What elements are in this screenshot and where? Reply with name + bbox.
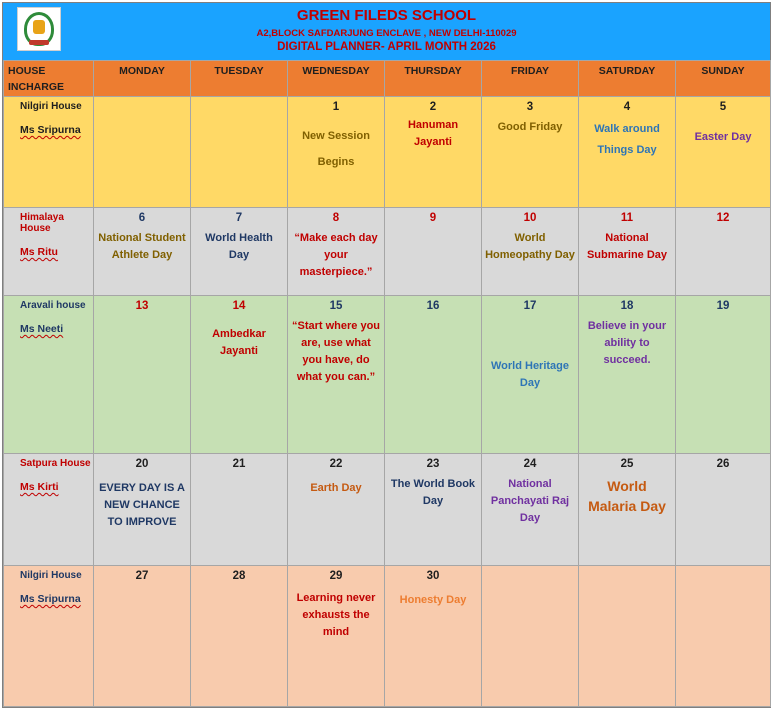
day-header-tuesday: TUESDAY [191, 61, 288, 97]
day-number: 3 [526, 101, 534, 113]
day-cell[interactable] [288, 566, 385, 707]
day-number: 25 [620, 458, 634, 470]
day-cell[interactable] [676, 566, 771, 707]
event-text: World Homeopathy Day [485, 232, 575, 261]
day-cell[interactable] [385, 208, 482, 296]
incharge-name: Ms Kirti [20, 481, 59, 493]
day-number: 26 [716, 458, 730, 470]
house-incharge-header: HOUSE INCHARGE [4, 61, 94, 97]
event-text: Ambedkar Jayanti [212, 328, 266, 357]
event-text: National Panchayati Raj Day [490, 478, 570, 524]
day-number: 30 [426, 570, 440, 582]
house-name: Satpura House [20, 458, 91, 469]
event-text: Walk around Things Day [594, 123, 660, 156]
school-address: A2,BLOCK SAFDARJUNG ENCLAVE , NEW DELHI-110029 [256, 28, 517, 39]
day-cell[interactable] [288, 454, 385, 566]
event-text: Learning never exhausts the mind [296, 592, 376, 638]
day-number: 12 [716, 212, 730, 224]
day-cell[interactable] [579, 296, 676, 454]
day-number: 16 [426, 300, 440, 312]
house-cell [4, 296, 94, 454]
day-cell[interactable] [191, 97, 288, 208]
event-text: World Health Day [205, 232, 273, 261]
event-text: Believe in your ability to succeed. [587, 320, 667, 366]
planner-sheet [2, 2, 771, 708]
day-number: 6 [138, 212, 146, 224]
event-text [579, 570, 675, 576]
day-cell[interactable] [482, 454, 579, 566]
event-text [676, 470, 770, 476]
house-cell [4, 566, 94, 707]
day-header-monday: MONDAY [94, 61, 191, 97]
day-cell[interactable] [94, 454, 191, 566]
day-number: 8 [332, 212, 340, 224]
week-row [4, 97, 771, 208]
day-number: 10 [523, 212, 537, 224]
event-text [94, 312, 190, 318]
day-number: 22 [329, 458, 343, 470]
day-number: 9 [429, 212, 437, 224]
event-text [676, 224, 770, 230]
day-cell[interactable] [385, 97, 482, 208]
event-text: New Session Begins [302, 130, 370, 168]
event-text: World Malaria Day [588, 478, 666, 514]
event-text [482, 570, 578, 576]
day-cell[interactable] [94, 296, 191, 454]
day-number: 20 [135, 458, 149, 470]
day-cell[interactable] [676, 296, 771, 454]
day-header-saturday: SATURDAY [579, 61, 676, 97]
house-cell [4, 208, 94, 296]
incharge-name: Ms Sripurna [20, 124, 81, 136]
day-cell[interactable] [94, 208, 191, 296]
day-number: 4 [623, 101, 631, 113]
event-text: National Submarine Day [586, 232, 668, 261]
event-text [676, 570, 770, 576]
event-text [385, 312, 481, 318]
header-row [4, 61, 771, 97]
day-header-sunday: SUNDAY [676, 61, 771, 97]
event-text [191, 470, 287, 480]
event-text [191, 582, 287, 588]
event-text: National Student Athlete Day [98, 232, 186, 261]
week-row [4, 454, 771, 566]
incharge-name: Ms Neeti [20, 323, 64, 335]
day-cell[interactable] [191, 208, 288, 296]
calendar-table [3, 60, 771, 707]
event-text: “Start where you are, use what you have, do what you can.” [291, 320, 381, 383]
day-number: 21 [232, 458, 246, 470]
incharge-name: Ms Sripurna [20, 593, 81, 605]
day-cell[interactable] [482, 97, 579, 208]
event-text: The World Book Day [390, 478, 476, 507]
day-number: 5 [719, 101, 727, 113]
house-cell [4, 97, 94, 208]
planner-title: DIGITAL PLANNER- APRIL MONTH 2026 [277, 41, 496, 53]
school-name: GREEN FILEDS SCHOOL [296, 7, 477, 24]
day-cell[interactable] [288, 208, 385, 296]
day-number: 2 [429, 101, 437, 113]
event-text: Honesty Day [399, 594, 467, 606]
day-cell[interactable] [191, 566, 288, 707]
day-cell[interactable] [385, 454, 482, 566]
day-number: 15 [329, 300, 343, 312]
event-text: Hanuman Jayanti [407, 119, 459, 148]
day-cell[interactable] [385, 566, 482, 707]
day-cell[interactable] [94, 566, 191, 707]
day-number: 7 [235, 212, 243, 224]
day-number: 14 [232, 300, 246, 312]
day-cell[interactable] [676, 208, 771, 296]
day-number: 11 [620, 212, 634, 224]
day-number: 17 [523, 300, 537, 312]
day-header-thursday: THURSDAY [385, 61, 482, 97]
day-cell[interactable] [191, 454, 288, 566]
day-number: 29 [329, 570, 343, 582]
day-number: 13 [135, 300, 149, 312]
house-name: Nilgiri House [20, 570, 82, 581]
day-cell[interactable] [288, 296, 385, 454]
incharge-name: Ms Ritu [20, 246, 58, 258]
day-cell[interactable] [482, 208, 579, 296]
event-text [676, 312, 770, 318]
event-text: Good Friday [497, 121, 563, 133]
event-text: Easter Day [694, 131, 752, 143]
event-text: World Heritage Day [490, 360, 570, 389]
event-text: Earth Day [310, 482, 362, 494]
week-row [4, 566, 771, 707]
day-cell[interactable] [676, 97, 771, 208]
week-row [4, 208, 771, 296]
day-cell[interactable] [676, 454, 771, 566]
day-cell[interactable] [579, 454, 676, 566]
school-header [3, 3, 770, 60]
day-number: 27 [135, 570, 149, 582]
day-header-friday: FRIDAY [482, 61, 579, 97]
event-text [94, 582, 190, 588]
day-number: 19 [716, 300, 730, 312]
day-header-wednesday: WEDNESDAY [288, 61, 385, 97]
event-text: EVERY DAY IS A NEW CHANCE TO IMPROVE [99, 482, 185, 528]
day-cell[interactable] [385, 296, 482, 454]
day-cell[interactable] [482, 296, 579, 454]
event-text [385, 224, 481, 230]
day-cell[interactable] [579, 97, 676, 208]
day-number: 23 [426, 458, 440, 470]
day-number: 28 [232, 570, 246, 582]
day-cell[interactable] [191, 296, 288, 454]
event-text: “Make each day your masterpiece.” [294, 232, 378, 278]
day-cell[interactable] [579, 208, 676, 296]
day-cell[interactable] [288, 97, 385, 208]
day-cell[interactable] [579, 566, 676, 707]
day-cell[interactable] [482, 566, 579, 707]
house-name: Nilgiri House [20, 101, 82, 112]
house-name: Himalaya House [20, 212, 64, 234]
house-name: Aravali house [20, 300, 86, 311]
house-cell [4, 454, 94, 566]
week-row [4, 296, 771, 454]
day-cell[interactable] [94, 97, 191, 208]
day-number: 1 [332, 101, 340, 113]
day-number: 24 [523, 458, 537, 470]
day-number: 18 [620, 300, 634, 312]
